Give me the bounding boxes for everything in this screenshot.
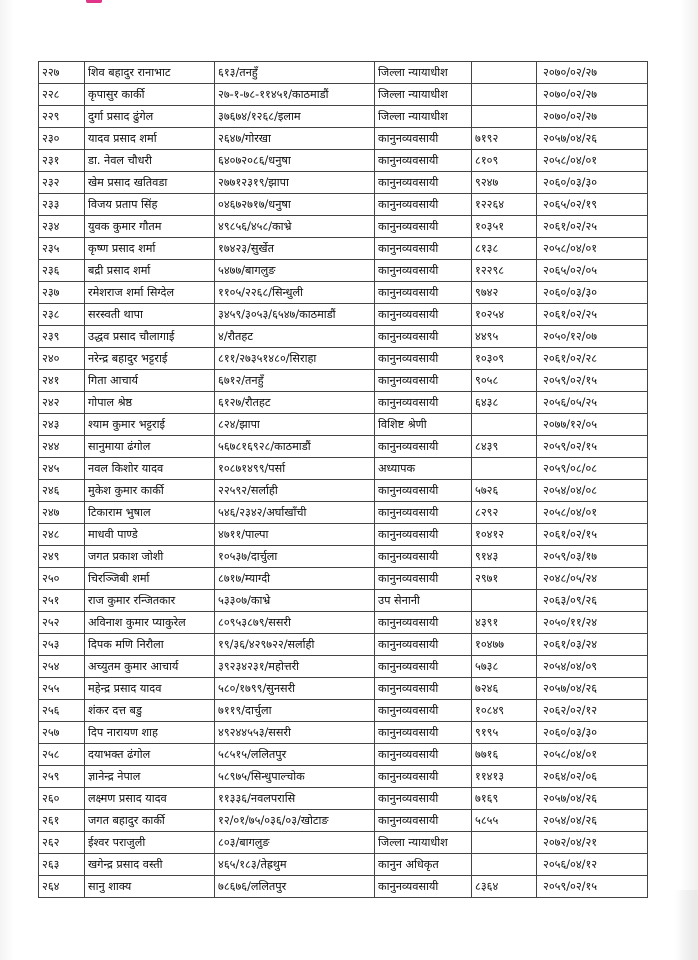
serial-number-cell: २४५ (39, 458, 85, 480)
designation-cell: कानुनव्यवसायी (375, 546, 472, 568)
serial-number-cell: २४० (39, 348, 85, 370)
license-number-cell: ८१३८ (472, 238, 537, 260)
serial-number-cell: २३१ (39, 150, 85, 172)
citizenship-id-cell: ३४५९/३०५३/६५४७/काठमाडौं (215, 304, 375, 326)
citizenship-id-cell: ६१३/तनहुँ (215, 62, 375, 84)
serial-number-cell: २३६ (39, 260, 85, 282)
date-cell: २०६३/०९/२६ (537, 590, 648, 612)
citizenship-id-cell: ५४७७/बागलुङ (215, 260, 375, 282)
table-row (39, 172, 648, 194)
date-cell: २०६४/०२/०६ (537, 766, 648, 788)
license-number-cell (472, 590, 537, 612)
name-cell: सानु शाक्य (85, 876, 215, 898)
date-cell: २०६१/०२/२५ (537, 304, 648, 326)
name-cell: यादव प्रसाद शर्मा (85, 128, 215, 150)
license-number-cell: १०३५१ (472, 216, 537, 238)
name-cell: दिप नारायण शाह (85, 722, 215, 744)
table-row (39, 656, 648, 678)
designation-cell: जिल्ला न्यायाधीश (375, 832, 472, 854)
serial-number-cell: २४४ (39, 436, 85, 458)
table-row (39, 150, 648, 172)
date-cell: २०५९/०२/१५ (537, 436, 648, 458)
license-number-cell (472, 106, 537, 128)
table-row (39, 590, 648, 612)
designation-cell: कानुनव्यवसायी (375, 568, 472, 590)
table-row (39, 326, 648, 348)
designation-cell: कानुनव्यवसायी (375, 766, 472, 788)
citizenship-id-cell: ७११९/दार्चुला (215, 700, 375, 722)
serial-number-cell: २६१ (39, 810, 85, 832)
license-number-cell: ७१९२ (472, 128, 537, 150)
name-cell: अच्युतम कुमार आचार्य (85, 656, 215, 678)
table-row (39, 546, 648, 568)
name-cell: युवक कुमार गौतम (85, 216, 215, 238)
table-row (39, 370, 648, 392)
citizenship-id-cell: ७८६७६/ललितपुर (215, 876, 375, 898)
table-row (39, 502, 648, 524)
table-row (39, 854, 648, 876)
table-row (39, 238, 648, 260)
serial-number-cell: २२९ (39, 106, 85, 128)
citizenship-id-cell: १२/०१/७५/०३६/०३/खोटाङ (215, 810, 375, 832)
name-cell: लक्ष्मण प्रसाद यादव (85, 788, 215, 810)
date-cell: २०५९/०२/१५ (537, 876, 648, 898)
serial-number-cell: २३५ (39, 238, 85, 260)
citizenship-id-cell: ८७१७/म्याग्दी (215, 568, 375, 590)
date-cell: २०६०/०३/३० (537, 282, 648, 304)
date-cell: २०५६/०५/२५ (537, 392, 648, 414)
date-cell: २०६०/०३/३० (537, 172, 648, 194)
serial-number-cell: २५२ (39, 612, 85, 634)
name-cell: विजय प्रताप सिंह (85, 194, 215, 216)
serial-number-cell: २५३ (39, 634, 85, 656)
date-cell: २०७२/०४/२१ (537, 832, 648, 854)
license-number-cell: १०३०९ (472, 348, 537, 370)
designation-cell: कानुनव्यवसायी (375, 744, 472, 766)
license-number-cell: ११४१३ (472, 766, 537, 788)
designation-cell: जिल्ला न्यायाधीश (375, 84, 472, 106)
license-number-cell: ५७३८ (472, 656, 537, 678)
citizenship-id-cell: १९/३६/४२९७२२/सर्लाही (215, 634, 375, 656)
license-number-cell: १०४७७ (472, 634, 537, 656)
license-number-cell: ४४९५ (472, 326, 537, 348)
date-cell: २०५६/०४/१२ (537, 854, 648, 876)
citizenship-id-cell: ४९२४४५५३/ससरी (215, 722, 375, 744)
designation-cell: कानुनव्यवसायी (375, 128, 472, 150)
table-row (39, 304, 648, 326)
citizenship-id-cell: ६७१२/तनहुँ (215, 370, 375, 392)
license-number-cell: १२२६४ (472, 194, 537, 216)
serial-number-cell: २६४ (39, 876, 85, 898)
date-cell: २०६५/०२/१९ (537, 194, 648, 216)
license-number-cell (472, 414, 537, 436)
name-cell: खगेन्द्र प्रसाद वस्ती (85, 854, 215, 876)
citizenship-id-cell: ११३३६/नवलपरासि (215, 788, 375, 810)
table-row (39, 678, 648, 700)
designation-cell: कानुनव्यवसायी (375, 656, 472, 678)
license-number-cell: ८४३९ (472, 436, 537, 458)
citizenship-id-cell: ४७११/पाल्पा (215, 524, 375, 546)
name-cell: श्याम कुमार भट्टराई (85, 414, 215, 436)
table-row (39, 106, 648, 128)
license-number-cell: ९१४३ (472, 546, 537, 568)
serial-number-cell: २६३ (39, 854, 85, 876)
table-row (39, 260, 648, 282)
name-cell: जगत प्रकाश जोशी (85, 546, 215, 568)
designation-cell: उप सेनानी (375, 590, 472, 612)
date-cell: २०५८/०४/०१ (537, 502, 648, 524)
license-number-cell (472, 458, 537, 480)
license-number-cell: ५८५५ (472, 810, 537, 832)
serial-number-cell: २६० (39, 788, 85, 810)
date-cell: २०५७/०४/२६ (537, 788, 648, 810)
designation-cell: जिल्ला न्यायाधीश (375, 106, 472, 128)
designation-cell: कानुनव्यवसायी (375, 326, 472, 348)
citizenship-id-cell: ५८५१५/ललितपुर (215, 744, 375, 766)
name-cell: जगत बहादुर कार्की (85, 810, 215, 832)
name-cell: अविनाश कुमार प्याकुरेल (85, 612, 215, 634)
citizenship-id-cell: ५६७८१६९२८/काठमाडौं (215, 436, 375, 458)
citizenship-id-cell: ११०५/२२६८/सिन्धुली (215, 282, 375, 304)
designation-cell: कानुनव्यवसायी (375, 216, 472, 238)
license-number-cell: ७७१६ (472, 744, 537, 766)
date-cell: २०५९/०२/१५ (537, 370, 648, 392)
date-cell: २०५७/०४/२६ (537, 678, 648, 700)
citizenship-id-cell: १०८७१४९९/पर्सा (215, 458, 375, 480)
name-cell: गोपाल श्रेष्ठ (85, 392, 215, 414)
citizenship-id-cell: १७४२३/सुर्खेत (215, 238, 375, 260)
serial-number-cell: २५८ (39, 744, 85, 766)
designation-cell: कानुनव्यवसायी (375, 150, 472, 172)
citizenship-id-cell: ८११/२७३५१४८०/सिराहा (215, 348, 375, 370)
serial-number-cell: २४८ (39, 524, 85, 546)
serial-number-cell: २३० (39, 128, 85, 150)
designation-cell: कानुनव्यवसायी (375, 392, 472, 414)
date-cell: २०६१/०३/२४ (537, 634, 648, 656)
designation-cell: कानुनव्यवसायी (375, 700, 472, 722)
license-number-cell (472, 832, 537, 854)
serial-number-cell: २३७ (39, 282, 85, 304)
license-number-cell (472, 62, 537, 84)
date-cell: २०५८/०४/०१ (537, 150, 648, 172)
table-row (39, 128, 648, 150)
table-row (39, 216, 648, 238)
designation-cell: कानुनव्यवसायी (375, 502, 472, 524)
serial-number-cell: २३८ (39, 304, 85, 326)
table-row (39, 84, 648, 106)
serial-number-cell: २२७ (39, 62, 85, 84)
name-cell: ज्ञानेन्द्र नेपाल (85, 766, 215, 788)
date-cell: २०६१/०२/१५ (537, 524, 648, 546)
citizenship-id-cell: ८०९५३८७९/ससरी (215, 612, 375, 634)
license-number-cell: ६४३८ (472, 392, 537, 414)
citizenship-id-cell: ५३३०७/काभ्रे (215, 590, 375, 612)
serial-number-cell: २४९ (39, 546, 85, 568)
table-row (39, 568, 648, 590)
serial-number-cell: २५५ (39, 678, 85, 700)
name-cell: चिरञ्जिबी शर्मा (85, 568, 215, 590)
designation-cell: कानुनव्यवसायी (375, 876, 472, 898)
license-number-cell: ४३९१ (472, 612, 537, 634)
license-number-cell: ९२४७ (472, 172, 537, 194)
table-row (39, 414, 648, 436)
designation-cell: कानुनव्यवसायी (375, 238, 472, 260)
license-number-cell: ८२९२ (472, 502, 537, 524)
date-cell: २०५०/१२/०७ (537, 326, 648, 348)
designation-cell: कानुनव्यवसायी (375, 282, 472, 304)
date-cell: २०६२/०२/१२ (537, 700, 648, 722)
serial-number-cell: २५४ (39, 656, 85, 678)
name-cell: बद्री प्रसाद शर्मा (85, 260, 215, 282)
serial-number-cell: २५० (39, 568, 85, 590)
license-number-cell: १२२९८ (472, 260, 537, 282)
table-row (39, 744, 648, 766)
designation-cell: कानुनव्यवसायी (375, 370, 472, 392)
name-cell: टिकाराम भुषाल (85, 502, 215, 524)
name-cell: नरेन्द्र बहादुर भट्टराई (85, 348, 215, 370)
table-body (39, 62, 648, 898)
citizenship-id-cell: ६१२७/रौतहट (215, 392, 375, 414)
serial-number-cell: २५९ (39, 766, 85, 788)
designation-cell: कानुनव्यवसायी (375, 304, 472, 326)
table-row (39, 700, 648, 722)
citizenship-id-cell: ८०३/बागलुङ (215, 832, 375, 854)
name-cell: खेम प्रसाद खतिवडा (85, 172, 215, 194)
designation-cell: कानुनव्यवसायी (375, 194, 472, 216)
license-number-cell: १०४१२ (472, 524, 537, 546)
license-number-cell: ५७२६ (472, 480, 537, 502)
date-cell: २०७०/०२/२७ (537, 84, 648, 106)
citizenship-id-cell: ४६५/१८३/तेह्रथुम (215, 854, 375, 876)
table-row (39, 194, 648, 216)
citizenship-id-cell: ०४६७२७१७/धनुषा (215, 194, 375, 216)
license-number-cell: ७१६९ (472, 788, 537, 810)
table-row (39, 392, 648, 414)
date-cell: २०५८/०४/०१ (537, 238, 648, 260)
serial-number-cell: २४२ (39, 392, 85, 414)
license-number-cell: ९७४२ (472, 282, 537, 304)
designation-cell: अध्यापक (375, 458, 472, 480)
designation-cell: कानुनव्यवसायी (375, 722, 472, 744)
name-cell: दुर्गा प्रसाद ढुंगेल (85, 106, 215, 128)
table-row (39, 810, 648, 832)
license-number-cell: ८३६४ (472, 876, 537, 898)
name-cell: सानुमाया ढंगोल (85, 436, 215, 458)
serial-number-cell: २४७ (39, 502, 85, 524)
date-cell: २०५४/०४/०८ (537, 480, 648, 502)
license-number-cell (472, 84, 537, 106)
date-cell: २०५४/०४/०९ (537, 656, 648, 678)
name-cell: शिव बहादुर रानाभाट (85, 62, 215, 84)
citizenship-id-cell: ८२४/झापा (215, 414, 375, 436)
table-row (39, 282, 648, 304)
designation-cell: कानुनव्यवसायी (375, 810, 472, 832)
date-cell: २०७७/१२/०५ (537, 414, 648, 436)
table-row (39, 62, 648, 84)
name-cell: दयाभक्त ढंगोल (85, 744, 215, 766)
designation-cell: कानुन अधिकृत (375, 854, 472, 876)
name-cell: राज कुमार रन्जितकार (85, 590, 215, 612)
citizenship-id-cell: २६४७/गोरखा (215, 128, 375, 150)
table-row (39, 458, 648, 480)
citizenship-id-cell: २७-१-७८-११४५१/काठमाडौं (215, 84, 375, 106)
table-row (39, 722, 648, 744)
citizenship-id-cell: ४/रौतहट (215, 326, 375, 348)
citizenship-id-cell: ६४०७२०८६/धनुषा (215, 150, 375, 172)
citizenship-id-cell: २२५९२/सर्लाही (215, 480, 375, 502)
name-cell: गिता आचार्य (85, 370, 215, 392)
date-cell: २०५४/०४/२६ (537, 810, 648, 832)
serial-number-cell: २४१ (39, 370, 85, 392)
date-cell: २०५९/०८/०८ (537, 458, 648, 480)
table-row (39, 876, 648, 898)
date-cell: २०७०/०२/२७ (537, 62, 648, 84)
license-number-cell: १०८४९ (472, 700, 537, 722)
name-cell: डा. नेवल चौधरी (85, 150, 215, 172)
name-cell: कृपासुर कार्की (85, 84, 215, 106)
table-row (39, 612, 648, 634)
license-number-cell (472, 854, 537, 876)
date-cell: २०६१/०२/२५ (537, 216, 648, 238)
name-cell: कृष्ण प्रसाद शर्मा (85, 238, 215, 260)
designation-cell: जिल्ला न्यायाधीश (375, 62, 472, 84)
name-cell: दिपक मणि निरौला (85, 634, 215, 656)
date-cell: २०७०/०२/२७ (537, 106, 648, 128)
table-row (39, 524, 648, 546)
table-row (39, 436, 648, 458)
table-row (39, 788, 648, 810)
designation-cell: कानुनव्यवसायी (375, 436, 472, 458)
pink-ink-mark (86, 0, 102, 3)
date-cell: २०६०/०३/३० (537, 722, 648, 744)
table-row (39, 766, 648, 788)
name-cell: नवल किशोर यादव (85, 458, 215, 480)
designation-cell: कानुनव्यवसायी (375, 348, 472, 370)
date-cell: २०५८/०४/०१ (537, 744, 648, 766)
citizenship-id-cell: ५८०/१७९९/सुनसरी (215, 678, 375, 700)
table-row (39, 832, 648, 854)
serial-number-cell: २६२ (39, 832, 85, 854)
date-cell: २०५९/०३/१७ (537, 546, 648, 568)
serial-number-cell: २३३ (39, 194, 85, 216)
license-number-cell: १०२५४ (472, 304, 537, 326)
candidate-list-table (38, 61, 648, 898)
serial-number-cell: २२८ (39, 84, 85, 106)
designation-cell: कानुनव्यवसायी (375, 172, 472, 194)
citizenship-id-cell: ५४६/२३४२/अर्घाखाँची (215, 502, 375, 524)
name-cell: शंकर दत्त बडु (85, 700, 215, 722)
date-cell: २०४८/०५/२४ (537, 568, 648, 590)
serial-number-cell: २५७ (39, 722, 85, 744)
name-cell: रमेशराज शर्मा सिग्देल (85, 282, 215, 304)
date-cell: २०६१/०२/२८ (537, 348, 648, 370)
designation-cell: विशिष्ट श्रेणी (375, 414, 472, 436)
table-row (39, 480, 648, 502)
citizenship-id-cell: ३९२३४२३१/महोत्तरी (215, 656, 375, 678)
table-row (39, 634, 648, 656)
designation-cell: कानुनव्यवसायी (375, 634, 472, 656)
serial-number-cell: २४३ (39, 414, 85, 436)
citizenship-id-cell: ३७६७४/१२६८/इलाम (215, 106, 375, 128)
citizenship-id-cell: १०५३७/दार्चुला (215, 546, 375, 568)
license-number-cell: ९१९५ (472, 722, 537, 744)
serial-number-cell: २३९ (39, 326, 85, 348)
designation-cell: कानुनव्यवसायी (375, 524, 472, 546)
serial-number-cell: २५६ (39, 700, 85, 722)
designation-cell: कानुनव्यवसायी (375, 612, 472, 634)
license-number-cell: ९०५८ (472, 370, 537, 392)
serial-number-cell: २३४ (39, 216, 85, 238)
license-number-cell: ८१०९ (472, 150, 537, 172)
designation-cell: कानुनव्यवसायी (375, 480, 472, 502)
designation-cell: कानुनव्यवसायी (375, 260, 472, 282)
citizenship-id-cell: ५८९७५/सिन्धुपाल्चोक (215, 766, 375, 788)
citizenship-id-cell: ४९८५६/४५८/काभ्रे (215, 216, 375, 238)
date-cell: २०५०/११/२४ (537, 612, 648, 634)
serial-number-cell: २३२ (39, 172, 85, 194)
license-number-cell: ७२४६ (472, 678, 537, 700)
page-fold-shadow (674, 890, 698, 960)
name-cell: उद्धव प्रसाद चौलागाई (85, 326, 215, 348)
name-cell: मुकेश कुमार कार्की (85, 480, 215, 502)
citizenship-id-cell: २७७१२३१९/झापा (215, 172, 375, 194)
designation-cell: कानुनव्यवसायी (375, 788, 472, 810)
date-cell: २०५७/०४/२६ (537, 128, 648, 150)
serial-number-cell: २५१ (39, 590, 85, 612)
name-cell: महेन्द्र प्रसाद यादव (85, 678, 215, 700)
name-cell: सरस्वती थापा (85, 304, 215, 326)
table-row (39, 348, 648, 370)
designation-cell: कानुनव्यवसायी (375, 678, 472, 700)
name-cell: माधवी पाण्डे (85, 524, 215, 546)
serial-number-cell: २४६ (39, 480, 85, 502)
name-cell: ईश्वर पराजुली (85, 832, 215, 854)
license-number-cell: २९७१ (472, 568, 537, 590)
date-cell: २०६५/०२/०५ (537, 260, 648, 282)
